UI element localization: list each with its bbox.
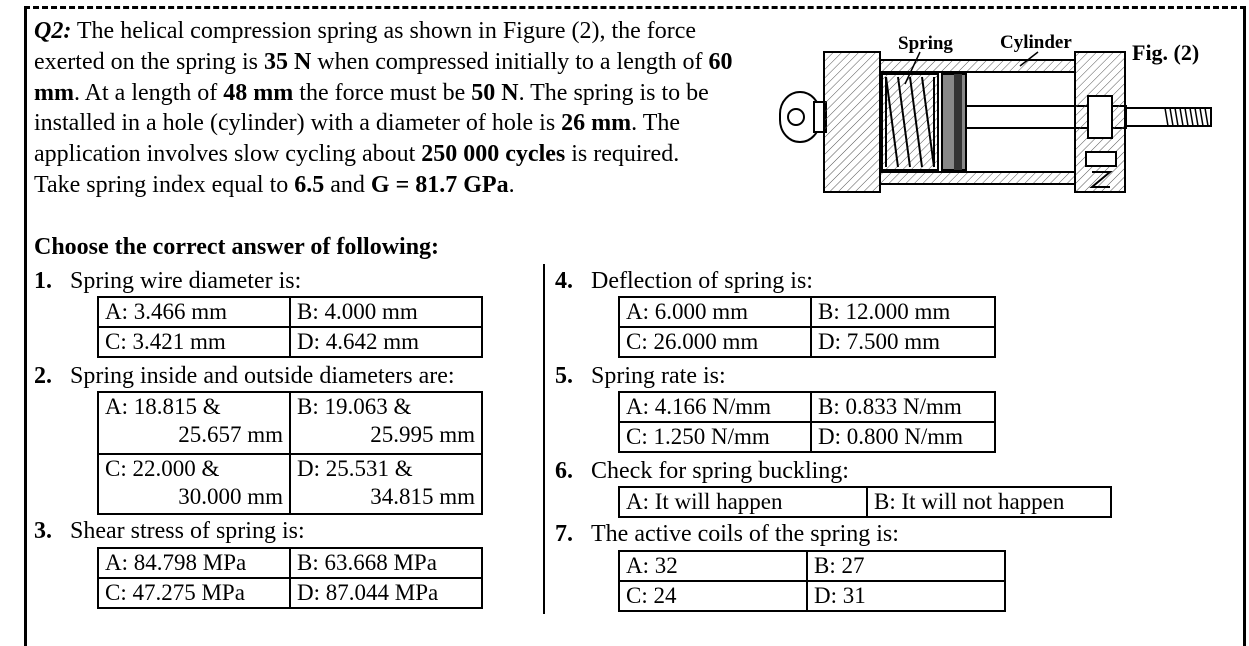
q3-option-b[interactable]: B: 63.668 MPa bbox=[290, 548, 482, 578]
q1-option-c[interactable]: C: 3.421 mm bbox=[98, 327, 290, 357]
question-7: 7. The active coils of the spring is: bbox=[555, 521, 899, 547]
q5-option-c[interactable]: C: 1.250 N/mm bbox=[619, 422, 811, 452]
instructions-heading: Choose the correct answer of following: bbox=[34, 234, 440, 260]
q2-option-d[interactable]: D: 25.531 & 34.815 mm bbox=[290, 454, 482, 514]
q4-option-c[interactable]: C: 26.000 mm bbox=[619, 327, 811, 357]
q3-options bbox=[97, 547, 483, 609]
question-2: 2. Spring inside and outside diameters are: bbox=[34, 363, 455, 389]
spring-label: Spring bbox=[898, 33, 953, 54]
q1-option-a[interactable]: A: 3.466 mm bbox=[98, 297, 290, 327]
q3-option-c[interactable]: C: 47.275 MPa bbox=[98, 578, 290, 608]
q2-option-a[interactable]: A: 18.815 & 25.657 mm bbox=[98, 392, 290, 454]
q7-option-c[interactable]: C: 24 bbox=[619, 581, 807, 611]
q7-option-d[interactable]: D: 31 bbox=[807, 581, 1005, 611]
q6-option-a[interactable]: A: It will happen bbox=[619, 487, 867, 517]
q5-options bbox=[618, 391, 996, 453]
q7-option-a[interactable]: A: 32 bbox=[619, 551, 807, 581]
eye-hole-icon bbox=[788, 109, 804, 125]
q4-option-a[interactable]: A: 6.000 mm bbox=[619, 297, 811, 327]
q1-option-b[interactable]: B: 4.000 mm bbox=[290, 297, 482, 327]
q4-options bbox=[618, 296, 996, 358]
q5-option-b[interactable]: B: 0.833 N/mm bbox=[811, 392, 995, 422]
q3-option-a[interactable]: A: 84.798 MPa bbox=[98, 548, 290, 578]
q2-option-c[interactable]: C: 22.000 & 30.000 mm bbox=[98, 454, 290, 514]
q7-options bbox=[618, 550, 1006, 612]
q5-option-a[interactable]: A: 4.166 N/mm bbox=[619, 392, 811, 422]
q6-options bbox=[618, 486, 1112, 518]
q4-option-b[interactable]: B: 12.000 mm bbox=[811, 297, 995, 327]
q1-option-d[interactable]: D: 4.642 mm bbox=[290, 327, 482, 357]
q1-options bbox=[97, 296, 483, 358]
q6-option-b[interactable]: B: It will not happen bbox=[867, 487, 1111, 517]
spring-cylinder-figure bbox=[770, 22, 1230, 202]
spring-coils bbox=[882, 74, 938, 170]
question-3: 3. Shear stress of spring is: bbox=[34, 518, 305, 544]
q3-option-d[interactable]: D: 87.044 MPa bbox=[290, 578, 482, 608]
left-end-cap bbox=[824, 52, 880, 192]
q4-option-d[interactable]: D: 7.500 mm bbox=[811, 327, 995, 357]
column-divider bbox=[543, 264, 545, 614]
q2-option-b[interactable]: B: 19.063 & 25.995 mm bbox=[290, 392, 482, 454]
q5-option-d[interactable]: D: 0.800 N/mm bbox=[811, 422, 995, 452]
q7-option-b[interactable]: B: 27 bbox=[807, 551, 1005, 581]
cylinder-bottom-wall bbox=[880, 172, 1075, 184]
question-label: Q2: bbox=[34, 18, 72, 44]
cylinder-label: Cylinder bbox=[1000, 32, 1072, 53]
figure-label: Fig. (2) bbox=[1132, 40, 1200, 65]
question-1: 1. Spring wire diameter is: bbox=[34, 268, 302, 294]
cylinder-top-wall bbox=[880, 60, 1075, 72]
q2-options bbox=[97, 391, 483, 515]
question-4: 4. Deflection of spring is: bbox=[555, 268, 813, 294]
question-5: 5. Spring rate is: bbox=[555, 363, 726, 389]
question-6: 6. Check for spring buckling: bbox=[555, 458, 849, 484]
problem-statement: Q2: The helical compression spring as shown in Figure (2), the force exerted on the spring is 35 N when compressed initially to a length of 60 mm. At a length of 48 mm the force must be 50 N. The spring is to be installed in a hole (cylinder) with a diameter of hole is 26 mm. The application involves slow cycling about 250 000 cycles is required. Take spring index equal to 6.5 and G = 81.7 GPa. bbox=[34, 18, 733, 198]
